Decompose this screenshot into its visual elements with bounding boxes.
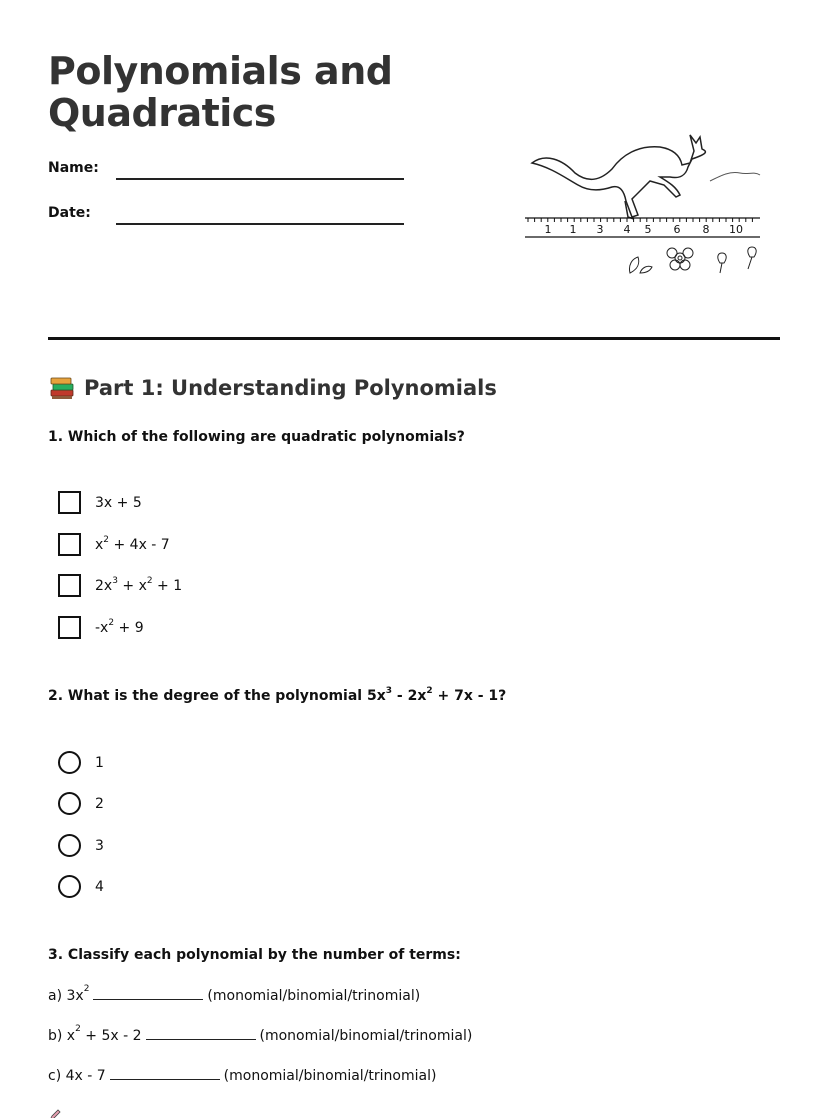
option-label: $-x^2 + 9$ bbox=[95, 617, 144, 636]
ruler-label: 8 bbox=[702, 223, 710, 236]
date-label: Date: bbox=[48, 205, 91, 221]
section-title: Part 1: Understanding Polynomials bbox=[84, 376, 497, 400]
question-2: 2. What is the degree of the polynomial $5x^3 - 2x^2 + 7x - 1$? bbox=[48, 686, 507, 704]
date-field bbox=[48, 205, 404, 221]
page-title: Polynomials and Quadratics bbox=[48, 49, 393, 135]
checkbox[interactable] bbox=[58, 491, 81, 514]
kangaroo-icon bbox=[532, 135, 705, 217]
checkbox[interactable] bbox=[58, 574, 81, 597]
radio-button[interactable] bbox=[58, 875, 81, 898]
name-field bbox=[48, 160, 404, 176]
option-label: 1 bbox=[95, 754, 104, 771]
question-3: 3. Classify each polynomial by the number of terms: bbox=[48, 947, 461, 963]
name-input-line[interactable] bbox=[116, 166, 404, 180]
q2-option-1[interactable] bbox=[58, 751, 104, 774]
name-label: Name: bbox=[48, 160, 99, 176]
option-label: $2x^3 + x^2 + 1$ bbox=[95, 575, 183, 594]
ruler-label: 6 bbox=[673, 223, 681, 236]
answer-blank[interactable] bbox=[110, 1066, 220, 1080]
section-divider bbox=[48, 337, 780, 340]
option-label: 2 bbox=[95, 795, 104, 812]
q3-item-c: c) 4x - 7 (monomial/binomial/trinomial) bbox=[48, 1068, 437, 1084]
q2-option-3[interactable] bbox=[58, 834, 104, 857]
q2-option-4[interactable] bbox=[58, 875, 104, 898]
q1-option-2[interactable] bbox=[58, 533, 170, 556]
q1-option-4[interactable] bbox=[58, 616, 144, 639]
ruler-label: 1 bbox=[544, 223, 552, 236]
option-label: 3x + 5 bbox=[95, 494, 142, 511]
flowers-icon bbox=[629, 247, 756, 273]
ruler-label: 10 bbox=[729, 223, 743, 236]
section-heading-part1 bbox=[48, 374, 497, 402]
ruler-label: 4 bbox=[623, 223, 631, 236]
pencil-icon bbox=[48, 1108, 62, 1118]
q3-item-a: a) $3x^2$ (monomial/binomial/trinomial) bbox=[48, 984, 421, 1004]
q3-item-b: b) $x^2 + 5x - 2$ (monomial/binomial/trinomial) bbox=[48, 1024, 473, 1044]
date-input-line[interactable] bbox=[116, 211, 404, 225]
books-icon bbox=[48, 374, 76, 402]
checkbox[interactable] bbox=[58, 616, 81, 639]
checkbox[interactable] bbox=[58, 533, 81, 556]
radio-button[interactable] bbox=[58, 834, 81, 857]
radio-button[interactable] bbox=[58, 751, 81, 774]
option-label: 4 bbox=[95, 878, 104, 895]
ruler-label: 1 bbox=[569, 223, 577, 236]
q1-option-1[interactable] bbox=[58, 491, 142, 514]
kangaroo-number-line-illustration bbox=[520, 125, 770, 285]
answer-blank[interactable] bbox=[93, 986, 203, 1000]
radio-button[interactable] bbox=[58, 792, 81, 815]
ruler-label: 5 bbox=[644, 223, 652, 236]
option-label: 3 bbox=[95, 837, 104, 854]
option-label: $x^2 + 4x - 7$ bbox=[95, 534, 170, 553]
answer-blank[interactable] bbox=[146, 1026, 256, 1040]
question-1: 1. Which of the following are quadratic polynomials? bbox=[48, 429, 465, 445]
ruler-label: 3 bbox=[596, 223, 604, 236]
q2-option-2[interactable] bbox=[58, 792, 104, 815]
q1-option-3[interactable] bbox=[58, 574, 182, 597]
